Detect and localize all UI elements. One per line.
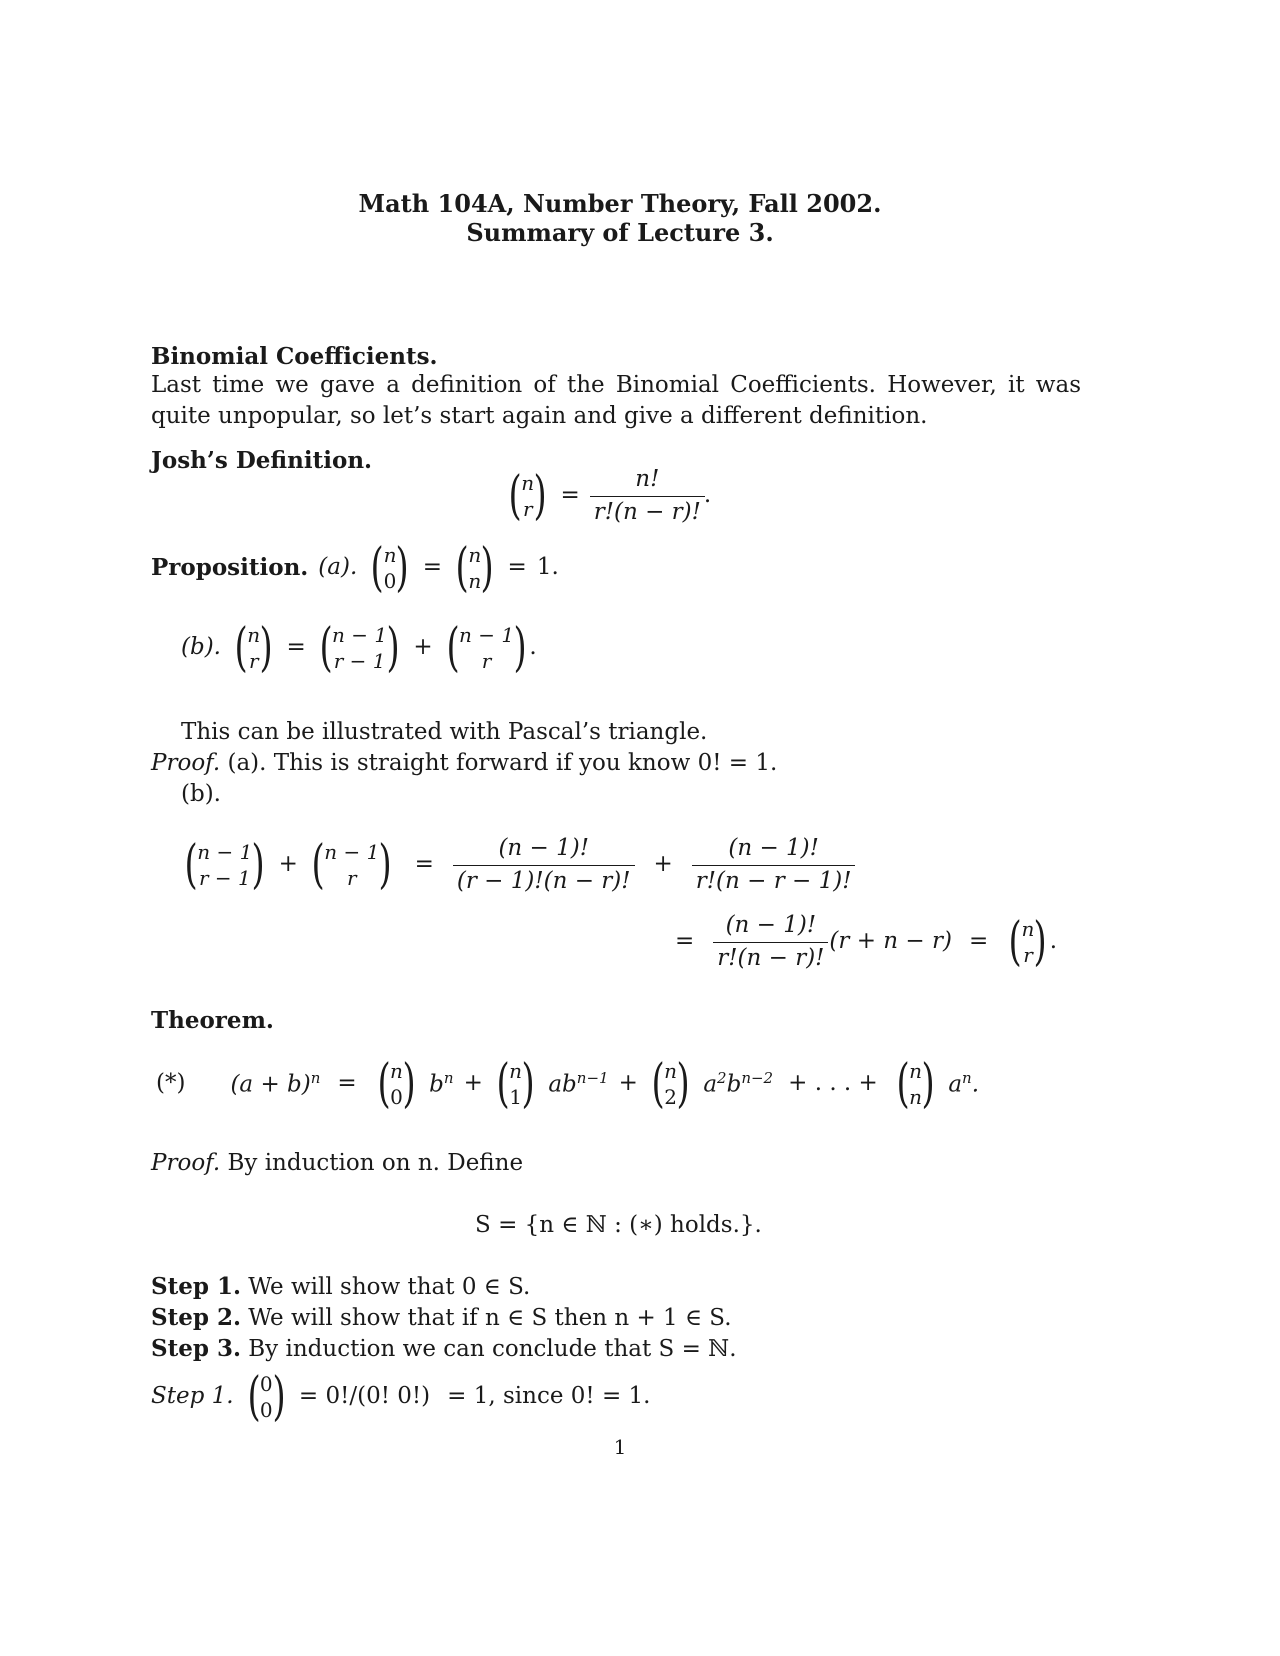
part-a-rhs: 1. (536, 554, 559, 581)
proof-b-equation-1: ( n − 1 r − 1 ) + ( n − 1 r ) = $\frac{(n - 1)!}{(r - 1)!(n - r)!}$ + $\frac{(n - 1)!}{r!(n - r - 1)!}$ (176, 835, 860, 895)
proof-fraction-3: $\frac{(n - 1)!}{r!(n - r)!}$ (713, 912, 828, 972)
proof-b-equation-2: = $\frac{(n - 1)!}{r!(n - r)!}$ (r + n − r) = ( n r ) . (675, 912, 1058, 973)
definition-equation: ( n r ) = $\frac{n!}{r!(n - r)!}$ . (500, 466, 716, 526)
theorem-proof-line: Proof. By induction on n. Define (151, 1150, 524, 1176)
definition-heading: Josh’s Definition. (151, 447, 373, 474)
step-1: Step 1. We will show that 0 ∈ S. (151, 1273, 531, 1300)
part-a-label: (a). (318, 554, 358, 581)
theorem-equation: (*) $(a + b)^n$ = ( n 0 ) $b^n$ + ( n 1 ) $ab^{n-1}$ + ( n 2 ) $a^2b^{n-2}$ + . . . + ( n n ) $a^n$. (156, 1054, 980, 1114)
document-subtitle: Summary of Lecture 3. (466, 218, 774, 247)
proof-fraction-2: $\frac{(n - 1)!}{r!(n - r - 1)!}$ (692, 835, 856, 895)
part-b-label: (b). (181, 634, 221, 661)
step-1-proof: Step 1. ( 0 0 ) = 0!/(0! 0!) = 1, since 0! = 1. (151, 1367, 651, 1427)
section-heading: Binomial Coefficients. (151, 343, 438, 370)
proposition-b: (b). ( n r ) = ( n − 1 r − 1 ) + ( n − 1 r ) . (181, 618, 537, 678)
proof-fraction-1: $\frac{(n - 1)!}{(r - 1)!(n - r)!}$ (453, 835, 635, 895)
pascal-note: This can be illustrated with Pascal’s triangle. (181, 719, 708, 745)
step-3: Step 3. By induction we can conclude that S = ℕ. (151, 1335, 737, 1362)
theorem-label: (*) (156, 1070, 186, 1097)
proposition-heading: Proposition. (151, 554, 309, 582)
proof-b-label: (b). (181, 781, 221, 807)
proof-a-line: Proof. (a). This is straight forward if you know 0! = 1. (151, 750, 778, 776)
theorem-ellipsis: + . . . + (788, 1070, 878, 1097)
theorem-heading: Theorem. (151, 1007, 274, 1034)
page-number: 1 (613, 1435, 627, 1459)
binomial-n-r: ( n r ) (508, 466, 547, 527)
set-definition: S = {n ∈ ℕ : (∗) holds.}. (475, 1212, 762, 1238)
definition-fraction: $\frac{n!}{r!(n - r)!}$ (590, 466, 705, 526)
proof-factor: (r + n − r) (829, 928, 952, 955)
document-title: Math 104A, Number Theory, Fall 2002. (358, 189, 882, 218)
proposition-a: Proposition. (a). ( n 0 ) = ( n n ) = 1. (151, 538, 559, 598)
step-2: Step 2. We will show that if n ∈ S then n + 1 ∈ S. (151, 1304, 732, 1331)
intro-paragraph: Last time we gave a definition of the Binomial Coefficients. However, it was quite unpopular, so let’s start again and give a different definition. (151, 372, 1081, 429)
